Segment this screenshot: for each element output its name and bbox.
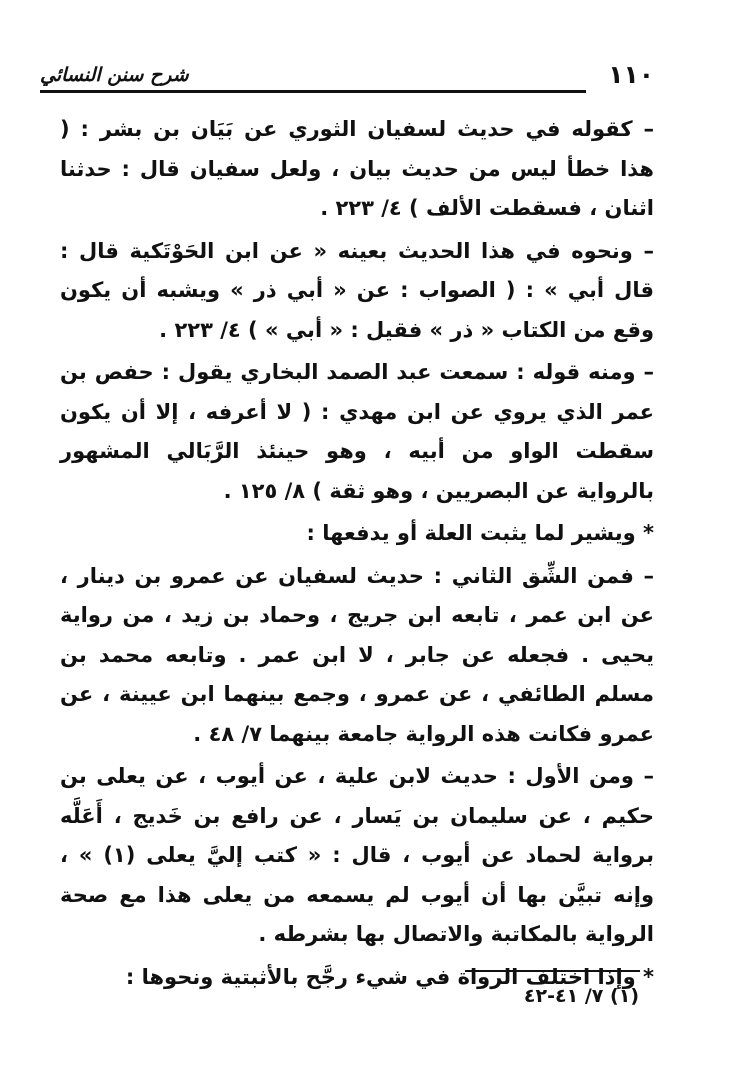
paragraph-1: – كقوله في حديث لسفيان الثوري عن بَيَان بن بشر : ( هذا خطأ ليس من حديث بيان ، ولعل سفيان قال : حدثنا اثنان ، فسقطت الألف ) ٤/ ٢٢٣ . bbox=[60, 117, 654, 220]
section-heading-2: * وإذا اختلف الرواة في شيء رجَّح بالأثبتية ونحوها : bbox=[125, 964, 654, 989]
book-title: شرح سنن النسائي bbox=[40, 64, 189, 86]
running-header bbox=[40, 60, 654, 100]
paragraph-2: – ونحوه في هذا الحديث بعينه « عن ابن الحَوْتَكية قال : قال أبي » : ( الصواب : عن « أبي ذر » ويشبه أن يكون وقع من الكتاب « ذر » فقيل : « أبي » ) ٤/ ٢٢٣ . bbox=[60, 238, 654, 342]
paragraph-4: – فمن الشِّق الثاني : حديث لسفيان عن عمرو بن دينار ، عن ابن عمر ، تابعه ابن جريج ، وحماد بن زيد ، من رواية يحيى . فجعله عن جابر ، لا ابن عمر . وتابعه محمد بن مسلم الطائفي ، عن عمرو ، وجمع بينهما ابن عيينة ، عن عمرو فكانت هذه الرواية جامعة بينهما ٧/ ٤٨ . bbox=[60, 563, 654, 746]
page-body bbox=[60, 110, 654, 997]
footnote: (١) ٧/ ٤١-٤٢ bbox=[523, 985, 639, 1007]
header-rule bbox=[40, 90, 586, 93]
page-number: ١١٠ bbox=[608, 60, 654, 89]
section-heading-1: * ويشير لما يثبت العلة أو يدفعها : bbox=[306, 521, 654, 545]
paragraph-3: – ومنه قوله : سمعت عبد الصمد البخاري يقول : حفص بن عمر الذي يروي عن ابن مهدي : ( لا أعرفه ، إلا أن يكون سقطت الواو من أبيه ، وهو حينئذ الرَّبَالي المشهور بالرواية عن البصريين ، وهو ثقة ) ٨/ ١٢٥ . bbox=[60, 360, 654, 503]
footnote-rule bbox=[465, 970, 640, 972]
paragraph-5: – ومن الأول : حديث لابن علية ، عن أيوب ، عن يعلى بن حكيم ، عن سليمان بن يَسار ، عن رافع بن خَديج ، أَعَلَّه برواية لحماد عن أيوب ، قال : « كتب إليَّ يعلى (١) » ، وإنه تبيَّن بها أن أيوب لم يسمعه من يعلى هذا مع صحة الرواية بالمكاتبة والاتصال بها بشرطه . bbox=[60, 764, 654, 946]
